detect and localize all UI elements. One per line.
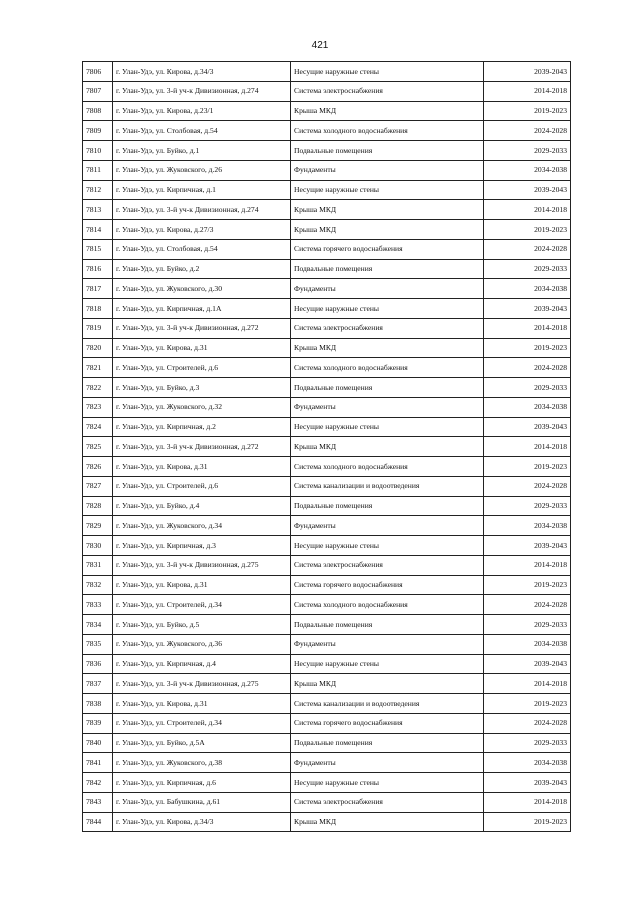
table-row	[83, 81, 571, 101]
period-cell: 2029-2033	[484, 378, 571, 398]
table-row	[83, 397, 571, 417]
period-cell: 2039-2043	[484, 654, 571, 674]
address-cell: г. Улан-Удэ, ул. Строителей, д.6	[113, 476, 291, 496]
period-cell: 2019-2023	[484, 812, 571, 832]
row-number-cell: 7836	[83, 654, 113, 674]
address-cell: г. Улан-Удэ, ул. Столбовая, д.54	[113, 239, 291, 259]
row-number-cell: 7834	[83, 615, 113, 635]
table-row	[83, 358, 571, 378]
system-cell: Система холодного водоснабжения	[291, 358, 484, 378]
table-row	[83, 536, 571, 556]
system-cell: Несущие наружные стены	[291, 417, 484, 437]
address-cell: г. Улан-Удэ, ул. 3-й уч-к Дивизионная, д.275	[113, 674, 291, 694]
row-number-cell: 7826	[83, 457, 113, 477]
system-cell: Система холодного водоснабжения	[291, 457, 484, 477]
row-number-cell: 7840	[83, 733, 113, 753]
row-number-cell: 7821	[83, 358, 113, 378]
row-number-cell: 7811	[83, 160, 113, 180]
address-cell: г. Улан-Удэ, ул. Строителей, д.34	[113, 713, 291, 733]
period-cell: 2019-2023	[484, 220, 571, 240]
period-cell: 2024-2028	[484, 121, 571, 141]
row-number-cell: 7822	[83, 378, 113, 398]
table-row	[83, 318, 571, 338]
period-cell: 2014-2018	[484, 674, 571, 694]
address-cell: г. Улан-Удэ, ул. Буйко, д.1	[113, 141, 291, 161]
row-number-cell: 7807	[83, 81, 113, 101]
address-cell: г. Улан-Удэ, ул. Кирпичная, д.6	[113, 773, 291, 793]
period-cell: 2014-2018	[484, 200, 571, 220]
system-cell: Фундаменты	[291, 753, 484, 773]
row-number-cell: 7830	[83, 536, 113, 556]
period-cell: 2034-2038	[484, 753, 571, 773]
table-row	[83, 733, 571, 753]
row-number-cell: 7838	[83, 694, 113, 714]
system-cell: Крыша МКД	[291, 437, 484, 457]
address-cell: г. Улан-Удэ, ул. Строителей, д.34	[113, 595, 291, 615]
address-cell: г. Улан-Удэ, ул. Кирпичная, д.1	[113, 180, 291, 200]
period-cell: 2039-2043	[484, 417, 571, 437]
row-number-cell: 7842	[83, 773, 113, 793]
table-row	[83, 457, 571, 477]
period-cell: 2024-2028	[484, 595, 571, 615]
system-cell: Система горячего водоснабжения	[291, 713, 484, 733]
row-number-cell: 7816	[83, 259, 113, 279]
address-cell: г. Улан-Удэ, ул. 3-й уч-к Дивизионная, д.274	[113, 81, 291, 101]
period-cell: 2039-2043	[484, 773, 571, 793]
address-cell: г. Улан-Удэ, ул. Кирова, д.27/3	[113, 220, 291, 240]
row-number-cell: 7844	[83, 812, 113, 832]
table-row	[83, 259, 571, 279]
row-number-cell: 7819	[83, 318, 113, 338]
address-cell: г. Улан-Удэ, ул. Кирова, д.31	[113, 694, 291, 714]
table-row	[83, 417, 571, 437]
system-cell: Несущие наружные стены	[291, 536, 484, 556]
period-cell: 2019-2023	[484, 575, 571, 595]
period-cell: 2029-2033	[484, 733, 571, 753]
system-cell: Подвальные помещения	[291, 378, 484, 398]
system-cell: Несущие наружные стены	[291, 62, 484, 82]
row-number-cell: 7823	[83, 397, 113, 417]
table-row	[83, 279, 571, 299]
system-cell: Фундаменты	[291, 160, 484, 180]
table-row	[83, 378, 571, 398]
period-cell: 2029-2033	[484, 496, 571, 516]
table-row	[83, 595, 571, 615]
table-row	[83, 160, 571, 180]
address-cell: г. Улан-Удэ, ул. Буйко, д.3	[113, 378, 291, 398]
period-cell: 2024-2028	[484, 476, 571, 496]
period-cell: 2034-2038	[484, 397, 571, 417]
period-cell: 2034-2038	[484, 634, 571, 654]
address-cell: г. Улан-Удэ, ул. Буйко, д.4	[113, 496, 291, 516]
table-row	[83, 101, 571, 121]
table-row	[83, 773, 571, 793]
address-cell: г. Улан-Удэ, ул. Жуковского, д.38	[113, 753, 291, 773]
table-row	[83, 180, 571, 200]
table-row	[83, 476, 571, 496]
row-number-cell: 7831	[83, 555, 113, 575]
period-cell: 2039-2043	[484, 536, 571, 556]
table-row	[83, 615, 571, 635]
row-number-cell: 7839	[83, 713, 113, 733]
system-cell: Система канализации и водоотведения	[291, 694, 484, 714]
table-row	[83, 338, 571, 358]
table-row	[83, 141, 571, 161]
table-row	[83, 516, 571, 536]
system-cell: Система электроснабжения	[291, 792, 484, 812]
system-cell: Система горячего водоснабжения	[291, 239, 484, 259]
table-row	[83, 239, 571, 259]
address-cell: г. Улан-Удэ, ул. Буйко, д.2	[113, 259, 291, 279]
table-row	[83, 713, 571, 733]
period-cell: 2014-2018	[484, 318, 571, 338]
system-cell: Подвальные помещения	[291, 259, 484, 279]
page-number: 421	[311, 40, 329, 51]
address-cell: г. Улан-Удэ, ул. Кирова, д.34/3	[113, 812, 291, 832]
row-number-cell: 7820	[83, 338, 113, 358]
address-cell: г. Улан-Удэ, ул. Жуковского, д.36	[113, 634, 291, 654]
system-cell: Система электроснабжения	[291, 81, 484, 101]
system-cell: Крыша МКД	[291, 338, 484, 358]
table-row	[83, 634, 571, 654]
table-row	[83, 299, 571, 319]
table-row	[83, 575, 571, 595]
row-number-cell: 7833	[83, 595, 113, 615]
period-cell: 2019-2023	[484, 101, 571, 121]
system-cell: Система холодного водоснабжения	[291, 121, 484, 141]
table-body	[83, 62, 571, 832]
system-cell: Подвальные помещения	[291, 141, 484, 161]
period-cell: 2019-2023	[484, 338, 571, 358]
address-cell: г. Улан-Удэ, ул. Кирпичная, д.4	[113, 654, 291, 674]
system-cell: Система электроснабжения	[291, 318, 484, 338]
period-cell: 2024-2028	[484, 713, 571, 733]
row-number-cell: 7832	[83, 575, 113, 595]
period-cell: 2014-2018	[484, 81, 571, 101]
period-cell: 2019-2023	[484, 694, 571, 714]
system-cell: Несущие наружные стены	[291, 180, 484, 200]
table-row	[83, 555, 571, 575]
repair-schedule-table	[82, 61, 571, 832]
system-cell: Несущие наружные стены	[291, 773, 484, 793]
period-cell: 2034-2038	[484, 516, 571, 536]
system-cell: Система горячего водоснабжения	[291, 575, 484, 595]
system-cell: Крыша МКД	[291, 220, 484, 240]
system-cell: Несущие наружные стены	[291, 654, 484, 674]
system-cell: Крыша МКД	[291, 812, 484, 832]
row-number-cell: 7837	[83, 674, 113, 694]
address-cell: г. Улан-Удэ, ул. Буйко, д.5	[113, 615, 291, 635]
system-cell: Несущие наружные стены	[291, 299, 484, 319]
system-cell: Система холодного водоснабжения	[291, 595, 484, 615]
address-cell: г. Улан-Удэ, ул. Кирова, д.31	[113, 338, 291, 358]
row-number-cell: 7835	[83, 634, 113, 654]
address-cell: г. Улан-Удэ, ул. Кирпичная, д.3	[113, 536, 291, 556]
address-cell: г. Улан-Удэ, ул. Кирова, д.31	[113, 575, 291, 595]
period-cell: 2029-2033	[484, 259, 571, 279]
row-number-cell: 7829	[83, 516, 113, 536]
row-number-cell: 7812	[83, 180, 113, 200]
table-row	[83, 496, 571, 516]
table-row	[83, 812, 571, 832]
row-number-cell: 7825	[83, 437, 113, 457]
row-number-cell: 7827	[83, 476, 113, 496]
address-cell: г. Улан-Удэ, ул. Буйко, д.5А	[113, 733, 291, 753]
table-row	[83, 792, 571, 812]
address-cell: г. Улан-Удэ, ул. Жуковского, д.26	[113, 160, 291, 180]
table-row	[83, 220, 571, 240]
period-cell: 2024-2028	[484, 239, 571, 259]
table-row	[83, 694, 571, 714]
period-cell: 2014-2018	[484, 792, 571, 812]
address-cell: г. Улан-Удэ, ул. Кирова, д.23/1	[113, 101, 291, 121]
period-cell: 2039-2043	[484, 299, 571, 319]
system-cell: Подвальные помещения	[291, 615, 484, 635]
address-cell: г. Улан-Удэ, ул. Строителей, д.6	[113, 358, 291, 378]
row-number-cell: 7813	[83, 200, 113, 220]
row-number-cell: 7810	[83, 141, 113, 161]
system-cell: Подвальные помещения	[291, 496, 484, 516]
row-number-cell: 7814	[83, 220, 113, 240]
system-cell: Фундаменты	[291, 279, 484, 299]
row-number-cell: 7806	[83, 62, 113, 82]
address-cell: г. Улан-Удэ, ул. 3-й уч-к Дивизионная, д.272	[113, 437, 291, 457]
address-cell: г. Улан-Удэ, ул. Жуковского, д.34	[113, 516, 291, 536]
address-cell: г. Улан-Удэ, ул. Бабушкина, д.61	[113, 792, 291, 812]
address-cell: г. Улан-Удэ, ул. 3-й уч-к Дивизионная, д.272	[113, 318, 291, 338]
row-number-cell: 7843	[83, 792, 113, 812]
system-cell: Крыша МКД	[291, 200, 484, 220]
period-cell: 2019-2023	[484, 457, 571, 477]
address-cell: г. Улан-Удэ, ул. Жуковского, д.32	[113, 397, 291, 417]
system-cell: Подвальные помещения	[291, 733, 484, 753]
system-cell: Система электроснабжения	[291, 555, 484, 575]
address-cell: г. Улан-Удэ, ул. Жуковского, д.30	[113, 279, 291, 299]
period-cell: 2014-2018	[484, 555, 571, 575]
period-cell: 2034-2038	[484, 279, 571, 299]
address-cell: г. Улан-Удэ, ул. Кирпичная, д.1А	[113, 299, 291, 319]
table-row	[83, 200, 571, 220]
system-cell: Крыша МКД	[291, 101, 484, 121]
table-row	[83, 62, 571, 82]
row-number-cell: 7824	[83, 417, 113, 437]
period-cell: 2039-2043	[484, 62, 571, 82]
period-cell: 2029-2033	[484, 141, 571, 161]
period-cell: 2014-2018	[484, 437, 571, 457]
row-number-cell: 7817	[83, 279, 113, 299]
row-number-cell: 7841	[83, 753, 113, 773]
address-cell: г. Улан-Удэ, ул. 3-й уч-к Дивизионная, д.274	[113, 200, 291, 220]
system-cell: Фундаменты	[291, 397, 484, 417]
period-cell: 2024-2028	[484, 358, 571, 378]
period-cell: 2029-2033	[484, 615, 571, 635]
address-cell: г. Улан-Удэ, ул. Кирова, д.34/3	[113, 62, 291, 82]
address-cell: г. Улан-Удэ, ул. 3-й уч-к Дивизионная, д.275	[113, 555, 291, 575]
period-cell: 2039-2043	[484, 180, 571, 200]
table-row	[83, 654, 571, 674]
row-number-cell: 7808	[83, 101, 113, 121]
address-cell: г. Улан-Удэ, ул. Столбовая, д.54	[113, 121, 291, 141]
row-number-cell: 7828	[83, 496, 113, 516]
row-number-cell: 7815	[83, 239, 113, 259]
table-row	[83, 753, 571, 773]
address-cell: г. Улан-Удэ, ул. Кирпичная, д.2	[113, 417, 291, 437]
system-cell: Система канализации и водоотведения	[291, 476, 484, 496]
address-cell: г. Улан-Удэ, ул. Кирова, д.31	[113, 457, 291, 477]
table-row	[83, 437, 571, 457]
period-cell: 2034-2038	[484, 160, 571, 180]
system-cell: Фундаменты	[291, 634, 484, 654]
table-row	[83, 121, 571, 141]
table-row	[83, 674, 571, 694]
row-number-cell: 7809	[83, 121, 113, 141]
system-cell: Фундаменты	[291, 516, 484, 536]
system-cell: Крыша МКД	[291, 674, 484, 694]
row-number-cell: 7818	[83, 299, 113, 319]
